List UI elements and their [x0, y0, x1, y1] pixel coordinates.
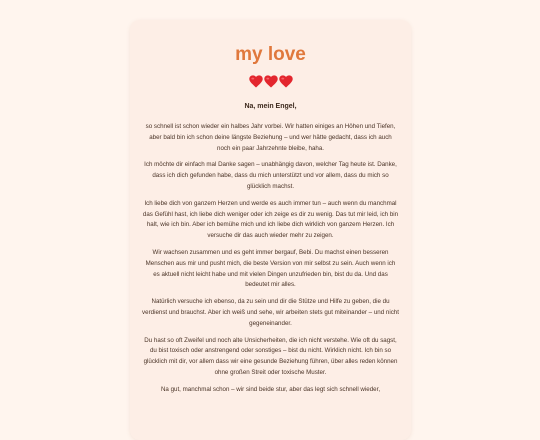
letter-paragraph: so schnell ist schon wieder ein halbes Jahr vorbei. Wir hatten einiges an Höhen und Tiefen, aber bald bin ich schon deine längste Beziehung – und wer hätte gedacht, dass ich auch noch ein paar Jahrzehnte bleibe, haha. — [145, 123, 396, 152]
heart-icon — [279, 75, 293, 88]
letter-paragraph: Du hast so oft Zweifel und noch alte Unsicherheiten, die ich nicht verstehe. Wie oft du sagst, du bist toxisch oder anstrengend oder sonstiges – bist du nicht. Wirklich nicht. Ich bin so glücklich mit dir, vor allem dass wir eine gesunde Beziehung führen, über alles reden können ohne großen Streit oder toxische Muster. — [143, 336, 398, 376]
letter-paragraph: Ich liebe dich von ganzem Herzen und werde es auch immer tun – auch wenn du manchmal das Gefühl hast, ich liebe dich weniger oder ich zeige es dir zu wenig. Das tut mir leid, ich bin halt, wie ich bin. Aber ich bemühe mich und ich liebe dich wirklich von ganzem Herzen. Ich versuche dir das auch wieder mehr zu zeigen. — [142, 199, 399, 240]
letter-paragraph: Ich möchte dir einfach mal Danke sagen – unabhängig davon, welcher Tag heute ist. Danke, dass ich dich gefunden habe, dass du mich unterstützt und vor allem, dass du mich so glücklich machst. — [144, 161, 397, 190]
hearts-row — [140, 75, 401, 93]
letter-title: my love — [235, 44, 306, 65]
letter-paragraph: Na gut, manchmal schon – wir sind beide stur, aber das legt sich schnell wieder, — [160, 385, 381, 393]
letter-paragraph: Natürlich versuche ich ebenso, da zu sein und dir die Stütze und Hilfe zu geben, die du verdienst und brauchst. Aber ich weiß und sehe, wir arbeiten stets gut miteinander – und nicht gegeneinander. — [142, 298, 399, 327]
heart-icon — [249, 75, 263, 88]
letter-card — [130, 20, 411, 440]
letter-greeting: Na, mein Engel, — [244, 103, 297, 110]
letter-paragraph: Wir wachsen zusammen und es geht immer bergauf, Bebi. Du machst einen besseren Menschen aus mir und pusht mich, die beste Version von mir selbst zu sein. Auch wenn ich es aktuell nicht leicht habe und mit vielen Dingen unzufrieden bin, bist du da. Und das bedeutet mir alles. — [145, 248, 396, 289]
heart-icon — [264, 75, 278, 88]
